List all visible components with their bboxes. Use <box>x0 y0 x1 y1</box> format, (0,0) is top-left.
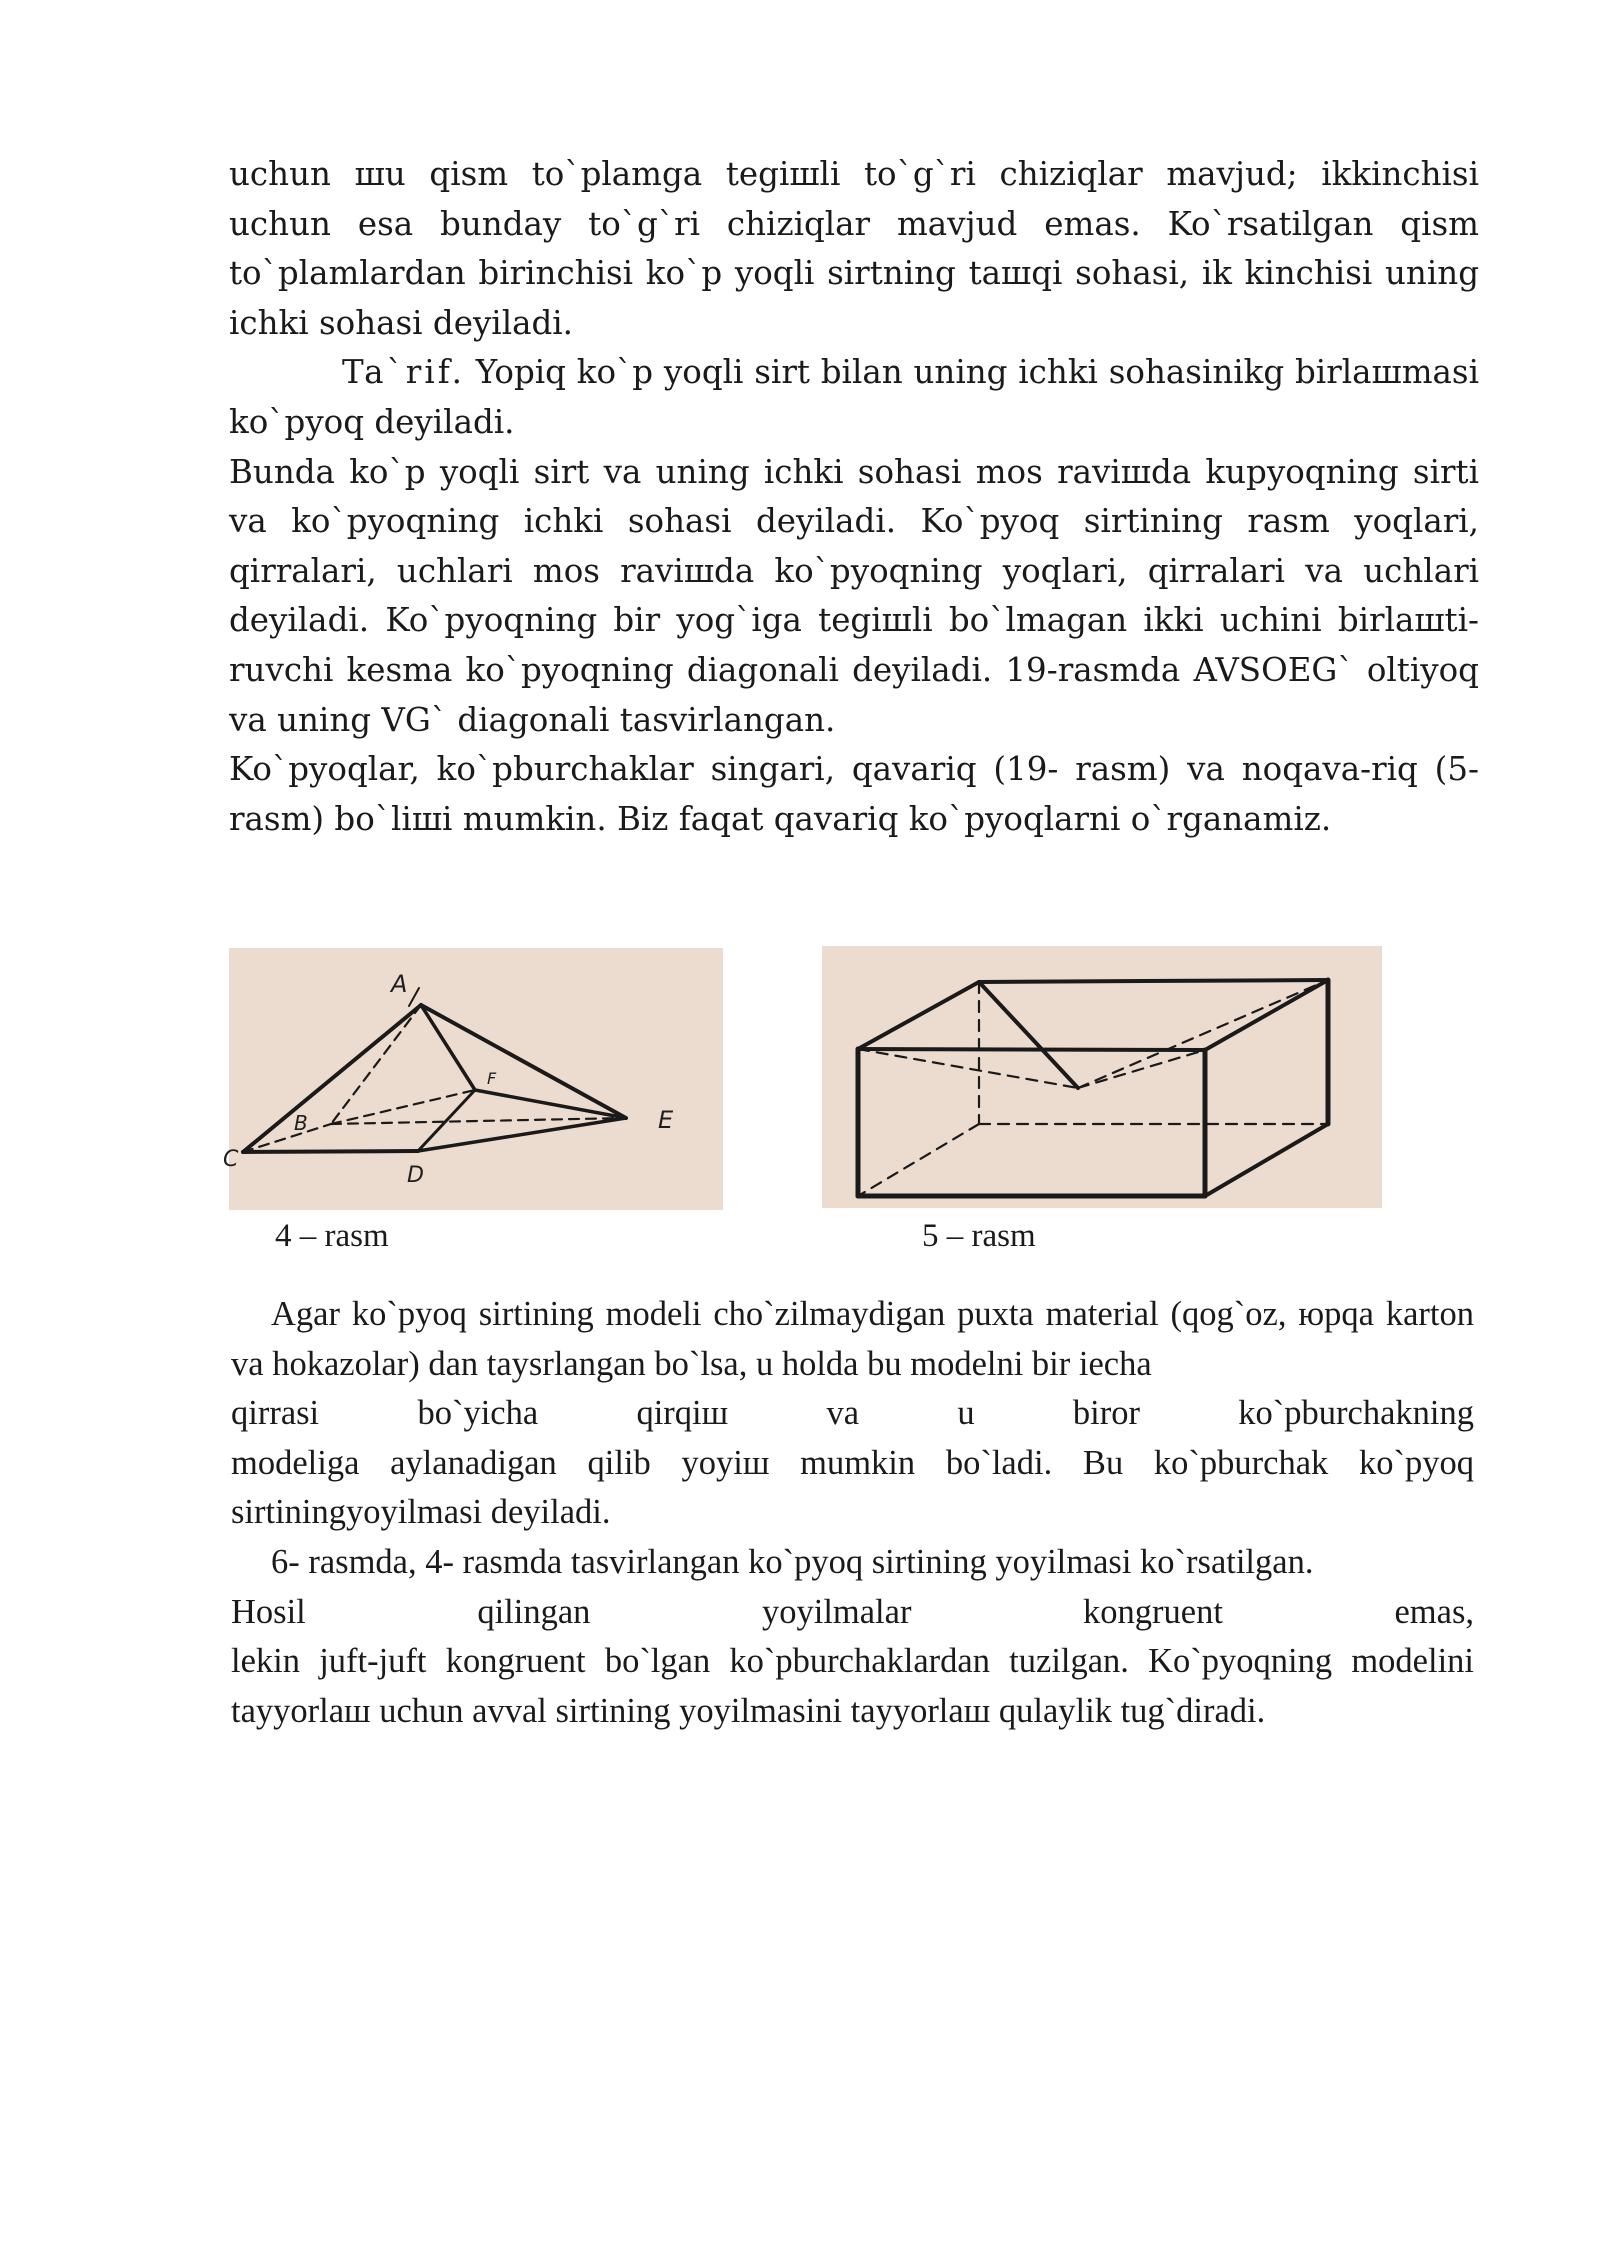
text-block-top <box>229 150 1479 844</box>
vertex-label-b: B <box>294 1111 308 1135</box>
paragraph-model-line: qirrasi bo`yicha qirqiш va u biror ko`pburchakning <box>231 1394 1474 1433</box>
caption-figure-5: 5 – rasm <box>922 1218 1036 1254</box>
vertex-label-a: A <box>391 970 408 998</box>
paragraph-model <box>231 1290 1474 1389</box>
paragraph-development-line: Hosil qilingan yoyilmalar kongruent emas, <box>231 1592 1474 1631</box>
caption-figure-4: 4 – rasm <box>275 1218 389 1254</box>
figure-box <box>822 946 1382 1208</box>
text-block-bottom <box>231 1290 1474 1736</box>
definition-term: Ta`rif. <box>342 353 465 392</box>
definition-text: Yopiq ko`p yoqli sirt bilan uning ichki sohasinikg birlaшmasi ko`pyoq deyiladi. <box>229 353 1479 441</box>
figure-pyramid <box>223 948 723 1210</box>
paragraph-convex: Ko`pyoqlar, ko`pburchaklar singari, qavariq (19- rasm) va noqava-riq (5- rasm) bo`liшi mumkin. Biz faqat qavariq ko`pyoqlarni o`rganamiz. <box>229 750 1479 838</box>
vertex-label-c: C <box>223 1147 239 1172</box>
paragraph-intro: uchun шu qism to`plamga tegiшli to`g`ri chiziqlar mavjud; ikkinchisi uchun esa bunday to`g`ri chiziqlar mavjud emas. Ko`rsatilgan qism to`plamlardan birinchisi ko`p yoqli sirtning taшqi sohasi, ik kinchisi uning ichki sohasi deyiladi. <box>229 155 1479 342</box>
paragraph-definition <box>229 348 1479 447</box>
paragraph-model-start: Agar ko`pyoq sirtining modeli cho`zilmaydigan puxta material (qog`oz, юpqa karton va hokazolar) dan taysrlangan bo`lsa, u holda bu modelni bir iecha <box>231 1295 1474 1383</box>
paragraph-development-end: lekin juft-juft kongruent bo`lgan ko`pburchaklardan tuzilgan. Ko`pyoqning modelini tayyorlaш uchun avval sirtining yoyilmasini tayyorlaш qulaylik tug`diradi. <box>231 1642 1474 1730</box>
paragraph-development: 6- rasmda, 4- rasmda tasvirlangan ko`pyoq sirtining yoyilmasi ko`rsatilgan. <box>271 1542 1314 1581</box>
paragraph-model-end: modeliga aylanadigan qilib yoyiш mumkin bo`ladi. Bu ko`pburchak ko`pyoq sirtiningyoyilmasi deyiladi. <box>231 1443 1474 1532</box>
vertex-label-f: F <box>487 1069 497 1088</box>
vertex-label-e: E <box>658 1106 674 1134</box>
box-drawing <box>822 946 1382 1208</box>
vertex-label-d: D <box>407 1163 424 1188</box>
pyramid-drawing <box>223 948 723 1210</box>
paragraph-surface: Bunda ko`p yoqli sirt va uning ichki sohasi mos raviшda kupyoqning sirti va ko`pyoqning ichki sohasi deyiladi. Ko`pyoq sirtining rasm yoqlari, qirralari, uchlari mos raviшda ko`pyoqning yoqlari, qirralari va uchlari deyiladi. Ko`pyoqning bir yog`iga tegiшli bo`lmagan ikki uchini birlaшti-ruvchi kesma ko`pyoqning diagonali deyiladi. 19-rasmda AVSOEG` oltiyoq va uning VG` diagonali tasvirlangan. <box>229 452 1479 739</box>
